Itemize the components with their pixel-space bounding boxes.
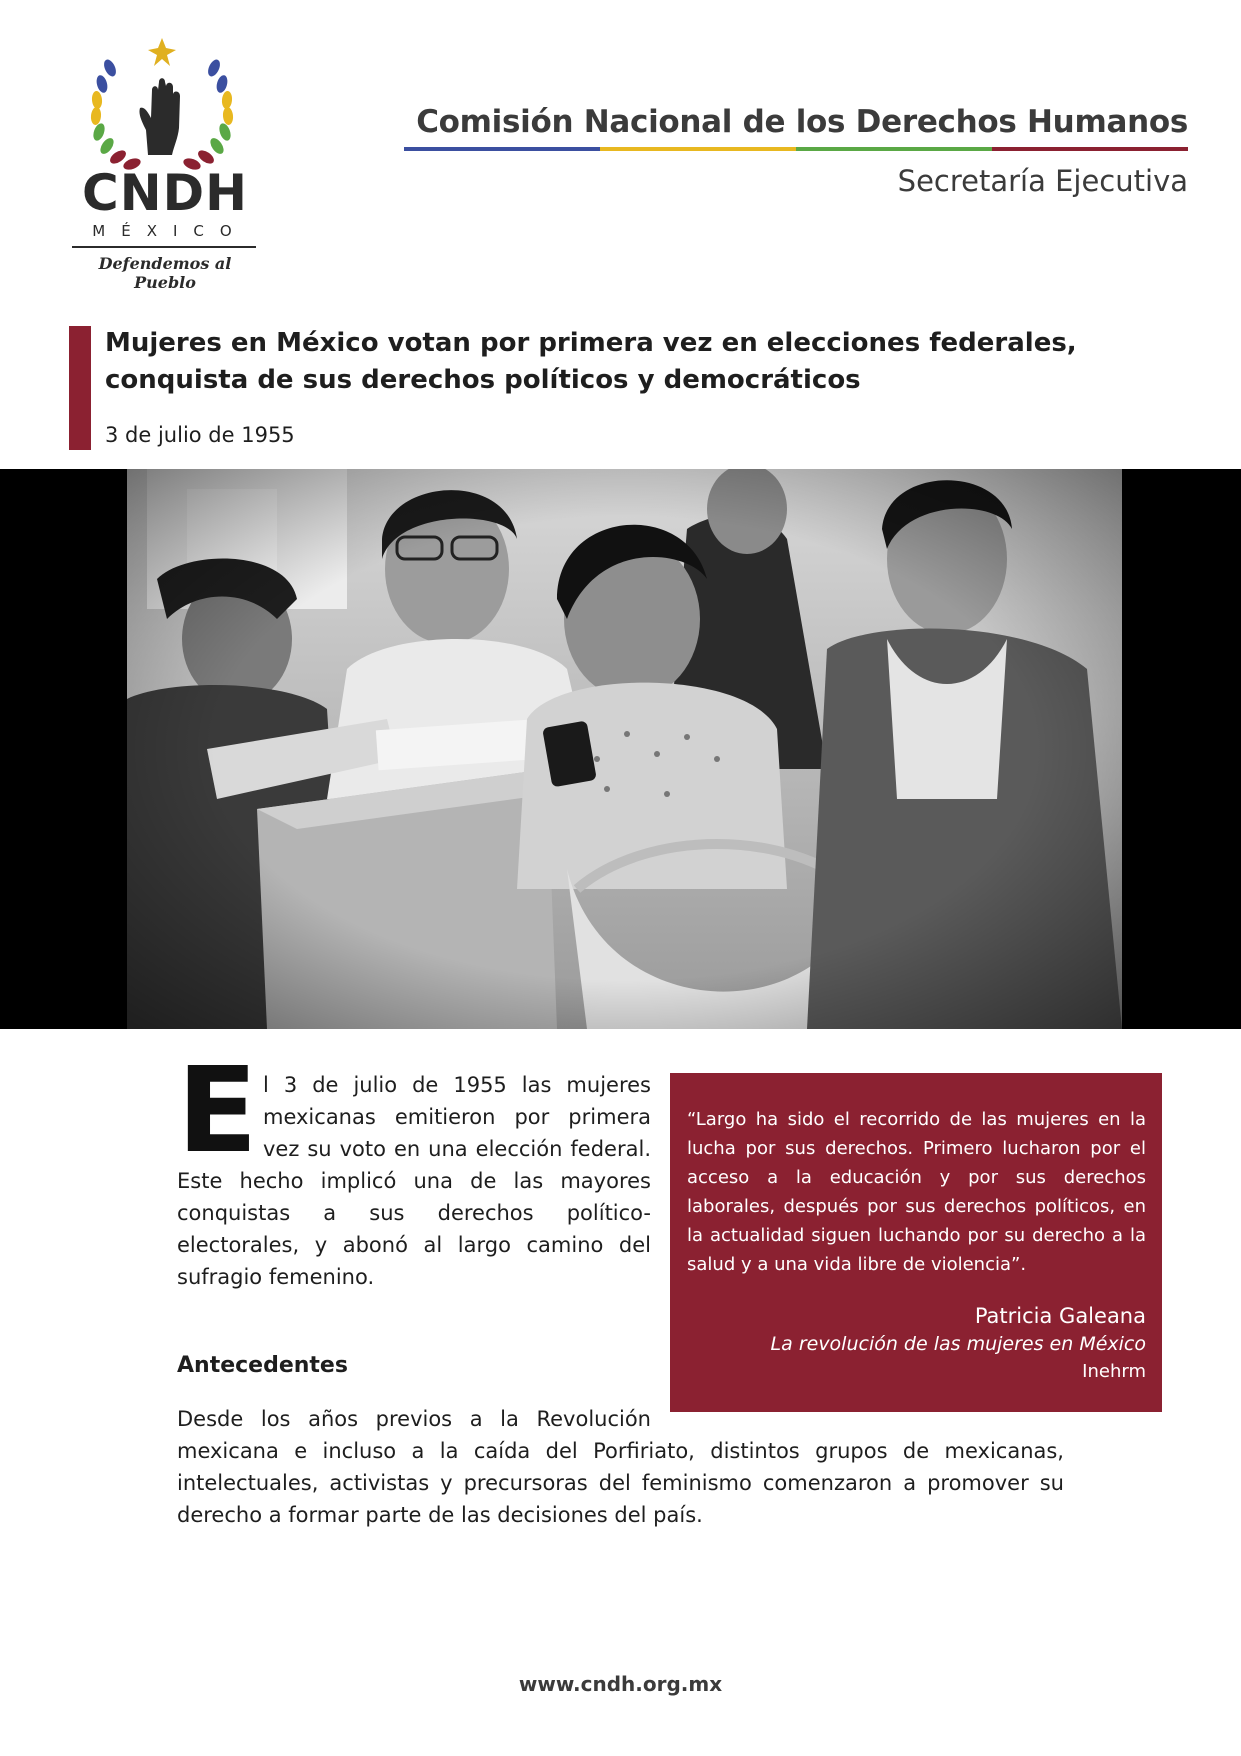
organization-name: Comisión Nacional de los Derechos Humanos — [416, 104, 1188, 140]
raised-hand-icon — [139, 78, 180, 155]
footer-url: www.cndh.org.mx — [518, 1672, 723, 1696]
quote-publisher: Inehrm — [1082, 1361, 1146, 1382]
title-accent-bar — [69, 326, 91, 450]
intro-line: l 3 de julio de 1955 las mujeres — [263, 1073, 651, 1097]
page-date: 3 de julio de 1955 — [105, 423, 295, 447]
quote-book-title: La revolución de las mujeres en México — [770, 1333, 1146, 1355]
star-icon — [148, 38, 176, 66]
cndh-logo-emblem — [60, 30, 270, 280]
color-divider — [404, 147, 1188, 151]
logo-motto: Defendemos al Pueblo — [98, 254, 232, 292]
title-line-2: conquista de sus derechos políticos y democráticos — [105, 365, 861, 395]
intro-paragraph — [177, 1069, 651, 1293]
intro-line: mexicanas emitieron por primera — [263, 1105, 651, 1129]
intro-line: conquistas a sus derechos político- — [177, 1201, 651, 1225]
color-segment-green — [796, 147, 992, 151]
intro-line: sufragio femenino. — [177, 1265, 375, 1289]
laurel-right-icon — [182, 58, 234, 172]
logo-country: MÉXICO — [92, 222, 248, 240]
laurel-left-icon — [90, 58, 142, 172]
drop-cap: E — [177, 1041, 258, 1179]
title-line-1: Mujeres en México votan por primera vez en elecciones federales, — [105, 328, 1077, 358]
organization-subtitle: Secretaría Ejecutiva — [897, 164, 1188, 198]
cndh-wordmark: CNDH — [82, 164, 248, 222]
quote-box — [670, 1073, 1162, 1412]
quote-author: Patricia Galeana — [974, 1304, 1146, 1328]
color-segment-yellow — [600, 147, 796, 151]
intro-line: electorales, y abonó al largo camino del — [177, 1233, 651, 1257]
antecedentes-paragraph: mexicana e incluso a la caída del Porfiriato, distintos grupos de mexicanas, intelectuales, activistas y precursoras del feminismo comenzaron a promover su derecho a formar parte de las decisiones del país. — [177, 1439, 1064, 1527]
logo-divider — [72, 246, 256, 248]
intro-line: vez su voto en una elección federal. — [263, 1137, 651, 1161]
antecedentes-line-1: Desde los años previos a la Revolución — [177, 1407, 651, 1431]
quote-text: “Largo ha sido el recorrido de las mujeres en la lucha por sus derechos. Primero lucharon por el acceso a la educación y por sus derechos laborales, después por sus derechos políticos, en la actualidad siguen luchando por su derecho a la salud y a una vida libre de violencia”. — [687, 1109, 1146, 1275]
color-segment-blue — [404, 147, 600, 151]
section-heading: Antecedentes — [177, 1353, 348, 1378]
page-title — [105, 325, 1145, 399]
intro-line: Este hecho implicó una de las mayores — [177, 1169, 651, 1193]
historic-voting-photo — [127, 469, 1122, 1029]
color-segment-red — [992, 147, 1188, 151]
